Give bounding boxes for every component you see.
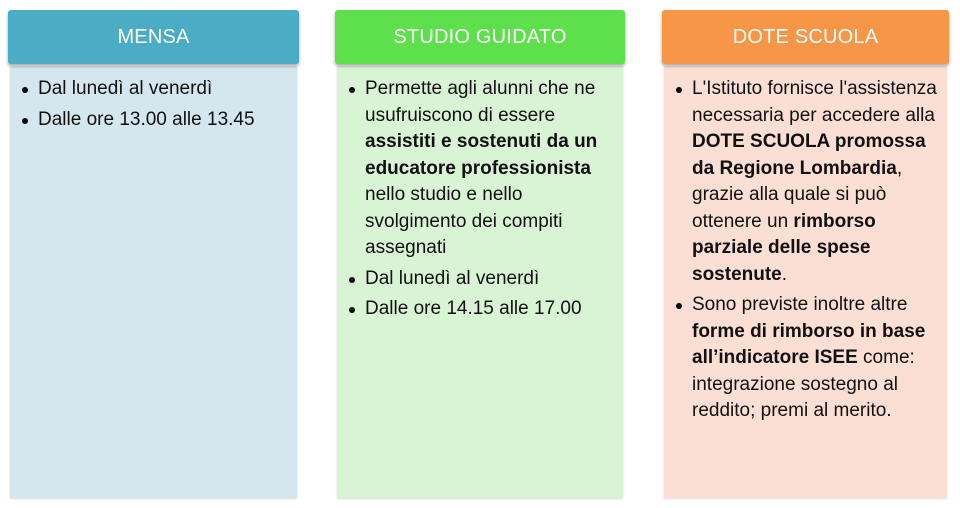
list-item <box>10 107 287 134</box>
text: come: integrazione sostegno al reddito; premi al merito. <box>692 347 915 421</box>
text: Dalle ore 14.15 alle 17.00 <box>365 298 582 319</box>
list-item <box>664 76 937 288</box>
card-studio-guidato-list <box>337 76 613 323</box>
text: Dal lunedì al venerdì <box>365 267 540 289</box>
list-item <box>337 296 613 323</box>
card-studio-guidato-title: STUDIO GUIDATO <box>393 25 567 48</box>
card-mensa <box>8 10 299 130</box>
list-item <box>337 266 613 293</box>
text: Dalle ore 13.00 alle 13.45 <box>38 108 255 130</box>
text: . <box>781 263 788 285</box>
card-dote-scuola-header <box>662 10 949 64</box>
list-item <box>664 292 937 425</box>
list-item <box>10 76 287 103</box>
bold-text: rimborso parziale delle spese sostenute <box>692 210 876 285</box>
card-mensa-header <box>8 10 299 64</box>
card-mensa-body <box>10 66 297 498</box>
bold-text: DOTE SCUOLA promossa da Regione Lombardia <box>692 131 926 179</box>
card-mensa-list <box>10 76 287 133</box>
text: Dal lunedì al venerdì <box>38 78 213 99</box>
text: Sono previste inoltre altre <box>692 294 908 315</box>
card-studio-guidato-body <box>337 66 623 498</box>
card-studio-guidato-header <box>335 10 625 64</box>
card-dote-scuola-list <box>664 76 937 425</box>
card-dote-scuola-title: DOTE SCUOLA <box>732 25 879 48</box>
list-item <box>337 76 613 262</box>
card-studio-guidato <box>335 10 625 319</box>
card-mensa-title: MENSA <box>117 25 190 48</box>
card-dote-scuola-body <box>664 66 947 498</box>
text: L'Istituto fornisce l'assistenza necessaria per accedere alla <box>692 78 937 126</box>
text: nello studio e nello svolgimento dei compiti assegnati <box>365 184 563 258</box>
card-dote-scuola <box>662 10 949 421</box>
bold-text: forme di rimborso in base all’indicatore ISEE <box>692 320 926 368</box>
text: , grazie alla quale si può ottenere un <box>692 157 903 232</box>
bold-text: assistiti e sostenuti da un educatore professionista <box>365 131 598 179</box>
text: Permette agli alunni che ne usufruiscono di essere <box>365 78 596 126</box>
